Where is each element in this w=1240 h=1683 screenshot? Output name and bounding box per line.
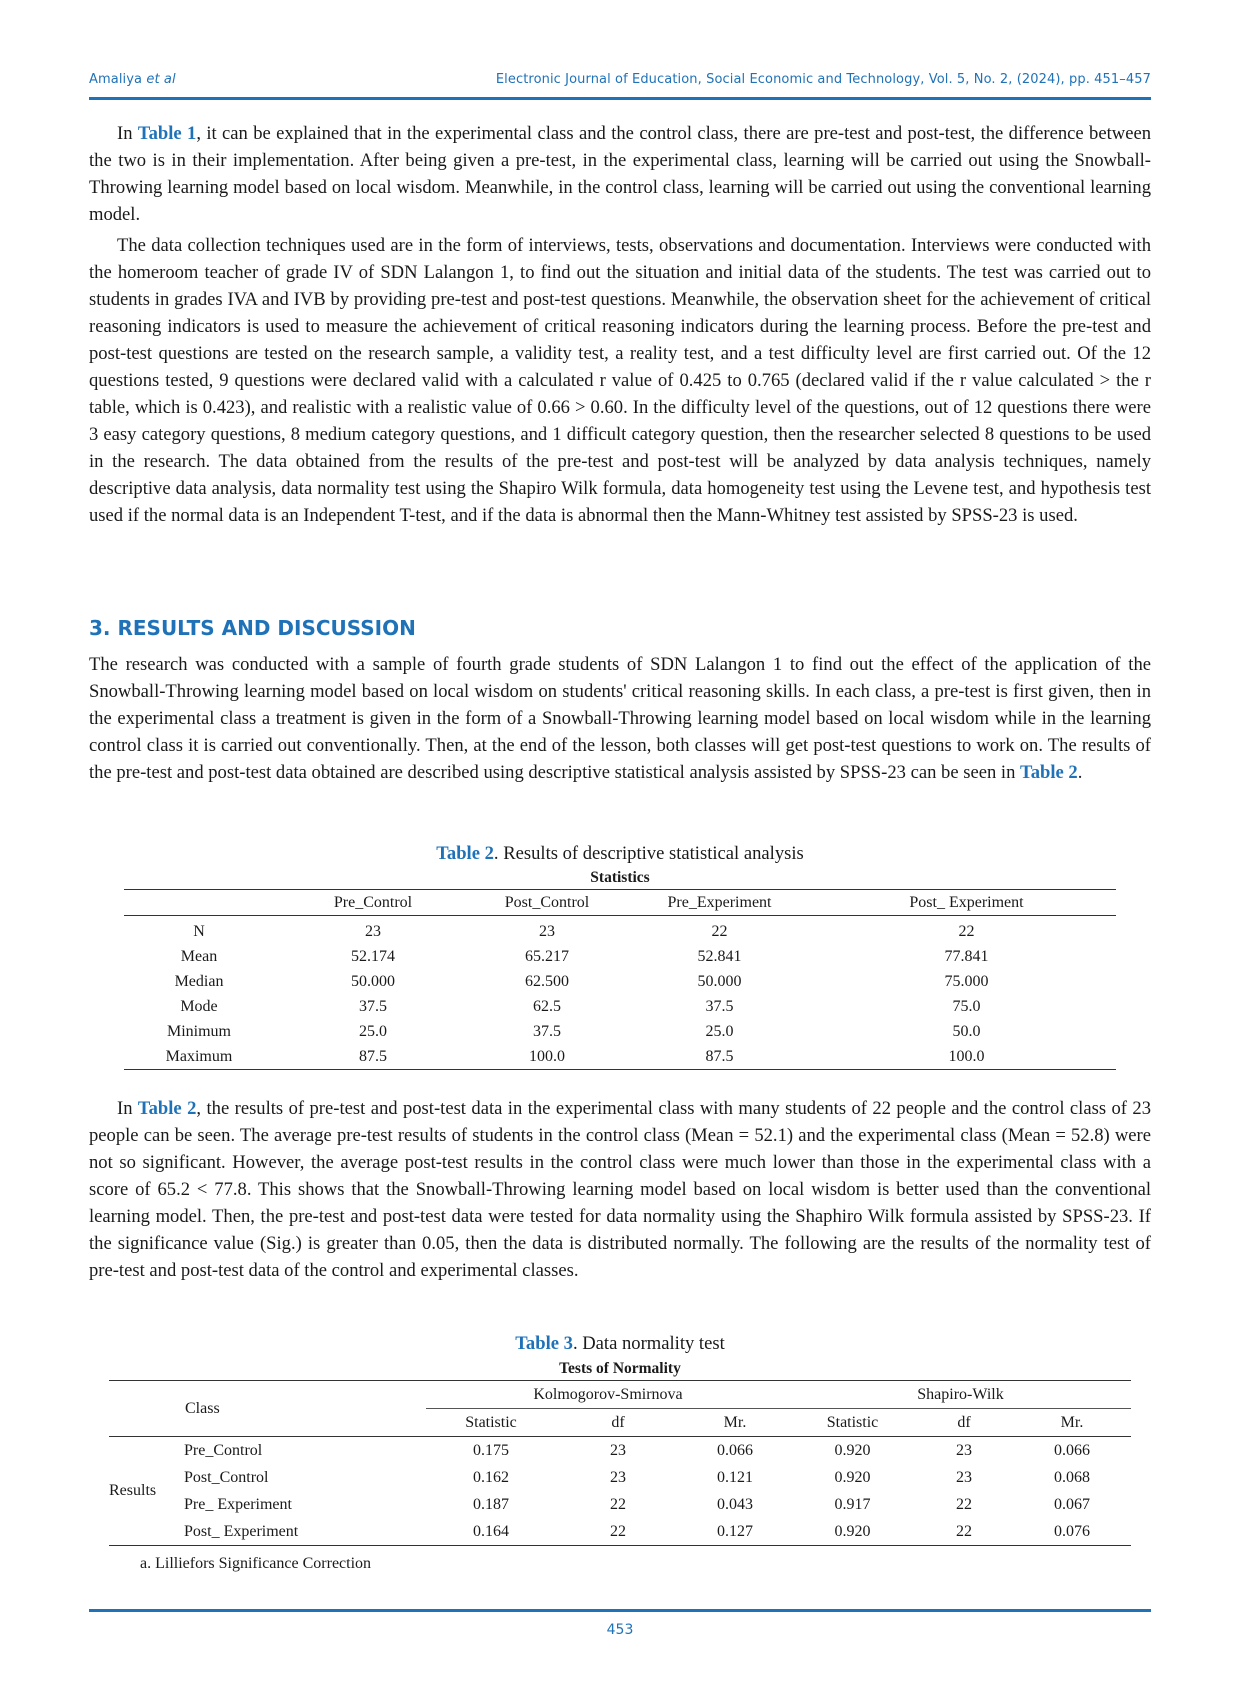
table-cell: 0.920 <box>790 1518 915 1546</box>
table-cell: 62.5 <box>533 997 561 1015</box>
table-3-group-header <box>109 1381 1131 1409</box>
running-header <box>89 72 1151 87</box>
table-cell: 0.066 <box>1054 1441 1090 1459</box>
table-cell: 23 <box>610 1468 626 1486</box>
table-cell: 23 <box>365 922 381 940</box>
table-cell: 50.0 <box>952 1022 981 1040</box>
table-cell: Minimum <box>166 1022 231 1040</box>
table-2-link[interactable]: Table 2 <box>137 1098 197 1119</box>
table-cell: 0.076 <box>1013 1518 1131 1546</box>
table-header-group-sw: Shapiro-Wilk <box>790 1381 1131 1409</box>
table-header-cell: Pre_Experiment <box>622 890 817 916</box>
table-3-caption: Table 3. Data normality test <box>515 1333 725 1354</box>
table-cell: 75.0 <box>952 997 981 1015</box>
table-cell: 0.187 <box>473 1495 509 1513</box>
table-cell: 100.0 <box>817 1044 1116 1070</box>
table-1-link[interactable]: Table 1 <box>137 123 197 144</box>
table-header-cell: df <box>556 1409 680 1437</box>
table-row <box>109 1437 1131 1465</box>
table-cell: Pre_Control <box>184 1441 263 1459</box>
table-2-caption: Table 2. Results of descriptive statistical analysis <box>436 843 804 864</box>
table-header-cell: Pre_Control <box>274 890 472 916</box>
table-cell: 0.920 <box>834 1441 871 1459</box>
header-authors: Amaliya et al <box>89 72 176 87</box>
page-number: 453 <box>606 1622 634 1638</box>
table-cell: Post_ Experiment <box>184 1518 426 1546</box>
table-cell: 0.068 <box>1054 1468 1090 1486</box>
table-cell: 37.5 <box>359 997 387 1015</box>
table-header-cell <box>124 890 274 916</box>
table-cell: 100.0 <box>472 1044 622 1070</box>
paragraph-3: The research was conducted with a sample of fourth grade students of SDN Lalangon 1 to find out the effect of the application of the Snowball-Throwing learning model based on local wisdom on students' critical reasoning skills. In each class, a pre-test is first given, then in the experimental class a treatment is given in the form of a Snowball-Throwing learning model based on local wisdom while in the learning control class it is carried out conventionally. Then, at the end of the lesson, both classes will get post-test questions to work on. The results of the pre-test and post-test data obtained are described using descriptive statistical analysis assisted by SPSS-23 can be seen in Table 2. <box>89 654 1151 783</box>
table-cell: 25.0 <box>359 1022 387 1040</box>
table-row <box>124 994 1116 1019</box>
table-cell: 23 <box>956 1441 972 1459</box>
table-cell: 0.162 <box>473 1468 509 1486</box>
table-2 <box>124 889 1116 1070</box>
table-cell: 0.127 <box>680 1518 790 1546</box>
section-heading: 3. RESULTS AND DISCUSSION <box>89 616 416 640</box>
table-header-cell: Mr. <box>680 1409 790 1437</box>
table-row <box>124 916 1116 945</box>
table-cell: 23 <box>539 922 555 940</box>
table-row <box>109 1518 1131 1546</box>
table-header-cell: Statistic <box>790 1409 915 1437</box>
table-cell: 50.000 <box>351 972 395 990</box>
table-cell: Post_Control <box>184 1468 269 1486</box>
table-cell: 62.500 <box>525 972 569 990</box>
table-cell: 22 <box>958 922 975 940</box>
table-header-cell: Post_Control <box>472 890 622 916</box>
table-header-cell: Post_ Experiment <box>817 890 1116 916</box>
table-cell: 77.841 <box>944 947 989 965</box>
body-block-2 <box>89 651 1151 786</box>
table-cell: 75.000 <box>944 972 989 990</box>
body-block-1 <box>89 120 1151 529</box>
table-cell: 52.174 <box>351 947 395 965</box>
table-header-cell: Mr. <box>1013 1409 1131 1437</box>
table-cell: 0.121 <box>717 1468 753 1486</box>
table-2-header-row <box>124 890 1116 916</box>
table-row <box>109 1491 1131 1518</box>
paragraph-2: The data collection techniques used are in the form of interviews, tests, observations and documentation. Interviews were conducted with the homeroom teacher of grade IV of SDN Lalangon 1, to find out the situation and initial data of the students. The test was carried out to students in grades IVA and IVB by providing pre-test and post-test questions. Meanwhile, the observation sheet for the achievement of critical reasoning indicators is used to measure the achievement of critical reasoning indicators during the learning process. Before the pre-test and post-test questions are tested on the research sample, a validity test, a reality test, and a test difficulty level are first carried out. Of the 12 questions tested, 9 questions were declared valid with a calculated r value of 0.425 to 0.765 (declared valid if the r value calculated > the r table, which is 0.423), and realistic with a realistic value of 0.66 > 0.60. In the difficulty level of the questions, out of 12 questions there were 3 easy category questions, 8 medium category questions, and 1 difficult category question, then the researcher selected 8 questions to be used in the research. The data obtained from the results of the pre-test and post-test will be analyzed by data analysis techniques, namely descriptive data analysis, data normality test using the Shapiro Wilk formula, data homogeneity test using the Levene test, and hypothesis test used if the normal data is an Independent T-test, and if the data is abnormal then the Mann-Whitney test assisted by SPSS-23 is used. <box>89 235 1151 526</box>
table-cell: 37.5 <box>533 1022 561 1040</box>
table-cell: Mean <box>180 947 218 965</box>
table-cell: 0.043 <box>717 1495 753 1513</box>
table-header-cell: Statistic <box>426 1409 556 1437</box>
header-journal: Electronic Journal of Education, Social Economic and Technology, Vol. 5, No. 2, (2024), pp. 451–457 <box>495 72 1151 87</box>
table-3-subtitle: Tests of Normality <box>559 1360 681 1377</box>
table-cell: 22 <box>556 1518 680 1546</box>
table-row <box>124 969 1116 994</box>
table-row <box>124 944 1116 969</box>
table-cell: Maximum <box>124 1044 274 1070</box>
paragraph-1: In Table 1, it can be explained that in the experimental class and the control class, there are pre-test and post-test, the difference between the two is in their implementation. After being given a pre-test, in the experimental class, learning will be carried out using the Snowball-Throwing learning model based on local wisdom. Meanwhile, in the control class, learning will be carried out using the conventional learning model. <box>89 123 1151 225</box>
table-cell: 0.920 <box>834 1468 871 1486</box>
table-cell: 0.164 <box>426 1518 556 1546</box>
table-cell: 23 <box>610 1441 626 1459</box>
table-header-class: Class <box>109 1381 426 1437</box>
table-3-footnote: a. Lilliefors Significance Correction <box>140 1555 372 1572</box>
table-row <box>109 1464 1131 1491</box>
table-cell: 0.067 <box>1054 1495 1090 1513</box>
table-cell: 37.5 <box>705 997 734 1015</box>
table-cell: Median <box>174 972 224 990</box>
body-block-3 <box>89 1095 1151 1284</box>
table-row <box>124 1044 1116 1070</box>
table-cell: Pre_ Experiment <box>184 1495 292 1513</box>
table-header-group-ks: Kolmogorov-Smirnova <box>426 1381 790 1409</box>
table-cell: Mode <box>180 997 218 1015</box>
table-cell: N <box>193 922 205 940</box>
table-cell: 0.175 <box>473 1441 509 1459</box>
table-3 <box>109 1380 1131 1546</box>
table-cell: 87.5 <box>622 1044 817 1070</box>
header-rule <box>89 97 1151 100</box>
table-cell: 50.000 <box>697 972 742 990</box>
table-cell: 25.0 <box>705 1022 734 1040</box>
table-cell: 22 <box>610 1495 626 1513</box>
table-cell: 23 <box>956 1468 972 1486</box>
table-cell: 87.5 <box>274 1044 472 1070</box>
table-2-link[interactable]: Table 2 <box>1020 762 1078 783</box>
table-cell: 22 <box>711 922 728 940</box>
paragraph-4: In Table 2, the results of pre-test and post-test data in the experimental class with many students of 22 people and the control class of 23 people can be seen. The average pre-test results of students in the control class (Mean = 52.1) and the experimental class (Mean = 52.8) were not so significant. However, the average post-test results in the control class were much lower than those in the experimental class with a score of 65.2 < 77.8. This shows that the Snowball-Throwing learning model based on local wisdom is better used than the conventional learning model. Then, the pre-test and post-test data were tested for data normality using the Shaphiro Wilk formula assisted by SPSS-23. If the significance value (Sig.) is greater than 0.05, then the data is distributed normally. The following are the results of the normality test of pre-test and post-test data of the control and experimental classes. <box>89 1098 1151 1281</box>
table-row-group-label: Results <box>109 1437 184 1546</box>
table-row <box>124 1019 1116 1044</box>
table-cell: 0.066 <box>717 1441 753 1459</box>
table-cell: 0.917 <box>834 1495 871 1513</box>
table-cell: 65.217 <box>525 947 569 965</box>
table-header-cell: df <box>915 1409 1013 1437</box>
table-cell: 22 <box>956 1495 972 1513</box>
table-2-subtitle: Statistics <box>590 869 650 886</box>
footer-rule <box>89 1609 1151 1612</box>
table-cell: 52.841 <box>697 947 742 965</box>
table-cell: 22 <box>915 1518 1013 1546</box>
